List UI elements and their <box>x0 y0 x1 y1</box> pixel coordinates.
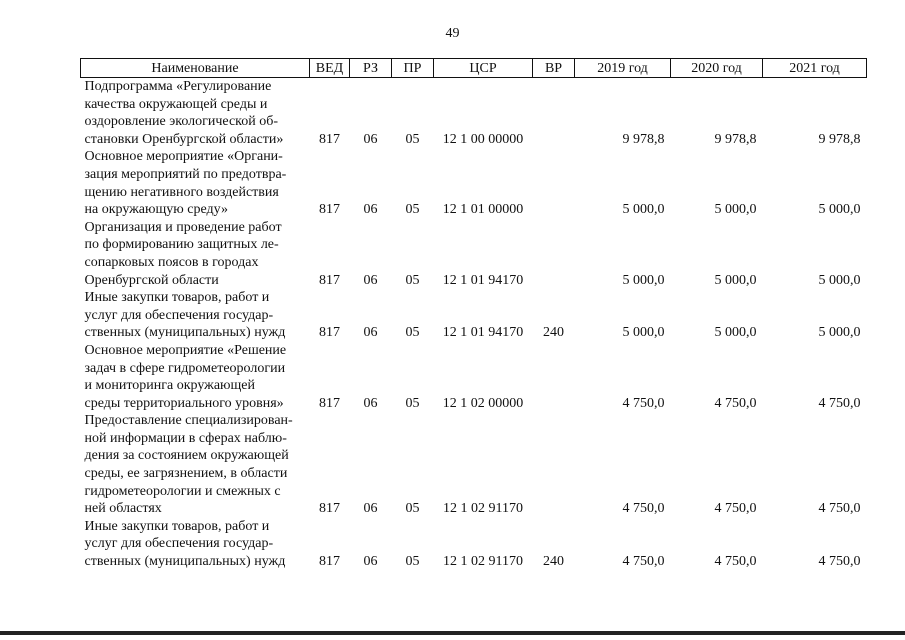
row-2019-cell: 5 000,0 <box>622 272 665 288</box>
budget-table <box>80 58 867 571</box>
row-2019-cell: 4 750,0 <box>622 395 665 411</box>
table-row <box>81 342 867 412</box>
scan-bottom-edge <box>0 631 905 635</box>
row-csr-cell: 12 1 02 91170 <box>443 554 523 570</box>
row-csr-cell: 12 1 00 00000 <box>442 131 524 147</box>
row-2021-cell: 5 000,0 <box>818 272 861 288</box>
row-rz-cell: 06 <box>363 395 378 411</box>
table-row <box>81 148 867 218</box>
row-2021-cell: 4 750,0 <box>818 501 861 517</box>
row-2021-cell: 9 978,8 <box>818 131 861 147</box>
row-name-cell: Предоставление специализирован- ной информации в сферах наблю- дения за состоянием окружающей среды, ее загрязнением, в области гидрометеорологии и смежных с ней областях <box>84 413 293 517</box>
header-ved: ВЕД <box>310 59 350 78</box>
row-rz-cell: 06 <box>363 325 378 341</box>
row-csr-cell: 12 1 01 94170 <box>442 325 524 341</box>
row-2019-cell: 9 978,8 <box>622 131 665 147</box>
row-name-cell: Иные закупки товаров, работ и услуг для обеспечения государ- ственных (муниципальных) нужд <box>84 290 286 341</box>
row-ved-cell: 817 <box>319 395 340 411</box>
row-2019-cell: 4 750,0 <box>622 501 665 517</box>
row-vr-cell <box>533 342 575 412</box>
row-name-cell: Основное мероприятие «Решение задач в сфере гидрометеорологии и мониторинга окружающей среды территориального уровня» <box>84 342 287 411</box>
table-header <box>81 59 867 78</box>
header-2021: 2021 год <box>763 59 867 78</box>
row-name-cell: Организация и проведение работ по формированию защитных ле- сопарковых поясов в городах Оренбургской области <box>84 219 282 288</box>
row-ved-cell: 817 <box>319 501 340 517</box>
row-csr-cell: 12 1 02 91170 <box>443 501 523 517</box>
row-2020-cell: 4 750,0 <box>714 554 757 570</box>
row-vr-cell: 240 <box>543 325 564 341</box>
header-csr: ЦСР <box>434 59 533 78</box>
page-number: 49 <box>445 26 460 41</box>
row-ved-cell: 817 <box>319 131 340 147</box>
row-name-cell: Подпрограмма «Регулирование качества окружающей среды и оздоровление экологической об- становки Оренбургской области» <box>84 79 284 147</box>
row-vr-cell <box>533 78 575 149</box>
row-2019-cell: 5 000,0 <box>622 202 665 218</box>
row-csr-cell: 12 1 01 94170 <box>442 272 524 288</box>
row-2021-cell: 5 000,0 <box>818 325 861 341</box>
header-rz: РЗ <box>350 59 392 78</box>
table-row <box>81 518 867 571</box>
row-vr-cell <box>533 219 575 289</box>
row-pr-cell: 05 <box>405 554 420 570</box>
row-2019-cell: 4 750,0 <box>622 554 665 570</box>
row-2019-cell: 5 000,0 <box>622 325 665 341</box>
table-row <box>81 78 867 149</box>
row-2021-cell: 4 750,0 <box>818 395 861 411</box>
header-2019: 2019 год <box>575 59 671 78</box>
row-2020-cell: 5 000,0 <box>714 202 757 218</box>
row-pr-cell: 05 <box>405 272 420 288</box>
table-row <box>81 289 867 342</box>
row-pr-cell: 05 <box>405 501 420 517</box>
row-csr-cell: 12 1 02 00000 <box>442 395 524 411</box>
row-name-cell: Иные закупки товаров, работ и услуг для обеспечения государ- ственных (муниципальных) нужд <box>84 518 286 570</box>
row-rz-cell: 06 <box>363 272 378 288</box>
row-2020-cell: 4 750,0 <box>714 395 757 411</box>
row-rz-cell: 06 <box>363 501 378 517</box>
header-name: Наименование <box>81 59 310 78</box>
row-2020-cell: 4 750,0 <box>714 501 757 517</box>
table-row <box>81 219 867 289</box>
row-2021-cell: 4 750,0 <box>818 554 861 570</box>
header-2020: 2020 год <box>671 59 763 78</box>
row-2020-cell: 9 978,8 <box>714 131 757 147</box>
row-pr-cell: 05 <box>405 202 420 218</box>
row-csr-cell: 12 1 01 00000 <box>442 202 524 218</box>
row-2021-cell: 5 000,0 <box>818 202 861 218</box>
row-vr-cell <box>533 412 575 518</box>
row-rz-cell: 06 <box>363 202 378 218</box>
row-2020-cell: 5 000,0 <box>714 325 757 341</box>
row-2020-cell: 5 000,0 <box>714 272 757 288</box>
row-name-cell: Основное мероприятие «Органи- зация мероприятий по предотвра- щению негативного воздействия на окружающую среду» <box>84 149 287 218</box>
row-rz-cell: 06 <box>363 554 378 570</box>
row-vr-cell <box>533 148 575 218</box>
row-pr-cell: 05 <box>405 131 420 147</box>
header-vr: ВР <box>533 59 575 78</box>
row-ved-cell: 817 <box>319 202 340 218</box>
row-rz-cell: 06 <box>363 131 378 147</box>
table-row <box>81 412 867 518</box>
row-pr-cell: 05 <box>405 395 420 411</box>
row-ved-cell: 817 <box>319 554 340 570</box>
row-vr-cell: 240 <box>543 554 564 570</box>
row-ved-cell: 817 <box>319 325 340 341</box>
header-pr: ПР <box>392 59 434 78</box>
row-ved-cell: 817 <box>319 272 340 288</box>
row-pr-cell: 05 <box>405 325 420 341</box>
